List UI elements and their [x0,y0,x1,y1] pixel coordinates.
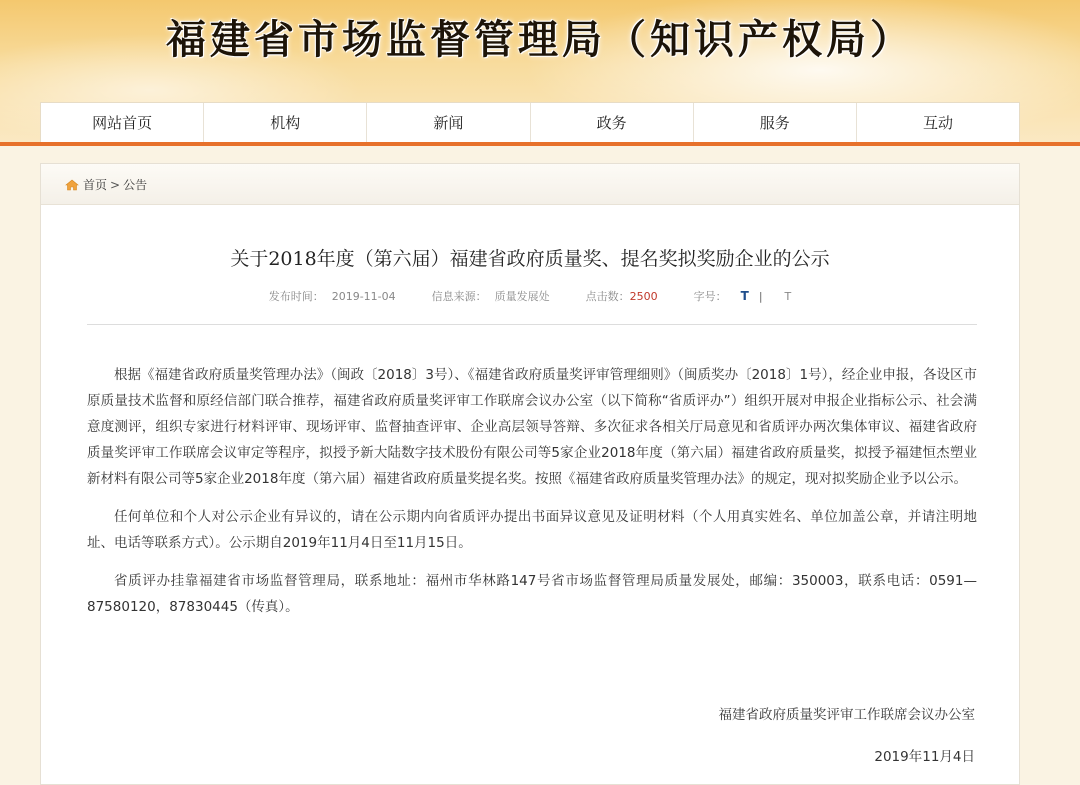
nav-accent-line [0,142,1080,146]
main-nav [40,102,1020,143]
nav-item-organization[interactable]: 机构 [204,103,367,143]
source-label: 信息来源： [431,290,487,303]
publish-time-value: 2019-11-04 [331,289,396,303]
breadcrumb-home-link[interactable]: 首页 [83,178,108,192]
font-size-separator: | [758,289,763,303]
article-paragraph-2: 任何单位和个人对公示企业有异议的，请在公示期内向省质评办提出书面异议意见及证明材料（个人用真实姓名、单位加盖公章，并请注明地址、电话等联系方式）。公示期自2019年11月4日至11月15日。 [87,509,977,551]
breadcrumb [65,176,147,193]
article-body [87,362,977,632]
home-icon [65,179,79,191]
signature-org: 福建省政府质量奖评审工作联席会议办公室 [718,707,975,723]
signature-date: 2019年11月4日 [874,749,975,765]
site-title: 福建省市场监督管理局（知识产权局） [166,16,914,63]
font-size-large-button[interactable]: T [740,289,749,303]
article-paragraph-3: 省质评办挂靠福建省市场监督管理局，联系地址：福州市华林路147号省市场监督管理局质量发展处，邮编：350003，联系电话：0591—87580120，87830445（传真）。 [87,573,977,615]
nav-item-government-affairs[interactable]: 政务 [531,103,694,143]
nav-item-interaction[interactable]: 互动 [922,114,953,132]
source-value: 质量发展处 [494,290,550,303]
breadcrumb-separator: > [110,177,121,192]
title-divider [87,324,977,325]
font-size-label: 字号： [693,290,727,303]
article-paragraph-1: 根据《福建省政府质量奖管理办法》（闽政〔2018〕3号）、《福建省政府质量奖评审管理细则》（闽质奖办〔2018〕1号），经企业申报，各设区市原质量技术监督和原经信部门联合推荐，福建省政府质量奖评审工作联席会议办公室（以下简称“省质评办”）组织开展对申报企业指标公示、社会满意度测评，组织专家进行材料评审、现场评审、监督抽查评审、企业高层领导答辩、多次征求各相关厅局意见和省质评办两次集体审议、福建省政府质量奖评审工作联席会议审定等程序，拟授予新大陆数字技术股份有限公司等5家企业2018年度（第六届）福建省政府质量奖，拟授予福建恒杰塑业新材料有限公司等5家企业2018年度（第六届）福建省政府质量奖提名奖。按照《福建省政府质量奖管理办法》的规定，现对拟奖励企业予以公示。 [87,367,977,487]
font-size-small-button[interactable]: T [784,289,792,303]
content-panel [40,163,1020,785]
publish-time-label: 发布时间： [268,290,324,303]
breadcrumb-bar [41,164,1019,205]
article-signature [719,702,976,770]
nav-item-services[interactable]: 服务 [694,103,857,143]
clicks-value: 2500 [629,289,658,303]
nav-item-home[interactable]: 网站首页 [41,103,204,143]
clicks-label: 点击数： [585,290,630,303]
article-title: 关于2018年度（第六届）福建省政府质量奖、提名奖拟奖励企业的公示 [230,248,830,270]
breadcrumb-current-link[interactable]: 公告 [123,178,148,192]
article-meta [41,288,1019,304]
nav-item-news[interactable]: 新闻 [367,103,530,143]
header-banner [0,0,1080,145]
